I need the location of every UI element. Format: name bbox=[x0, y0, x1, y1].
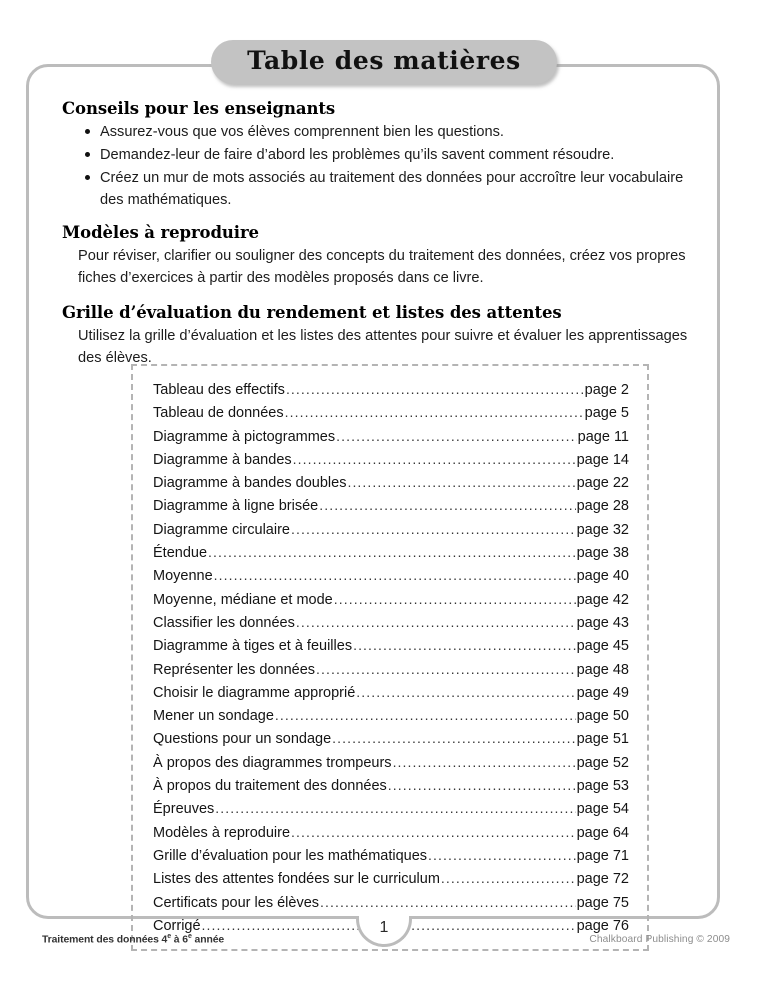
toc-dot-leader bbox=[320, 891, 576, 913]
toc-entry[interactable] bbox=[153, 658, 629, 681]
toc-entry-page: page 2 bbox=[584, 382, 629, 398]
toc-entry-page: page 45 bbox=[576, 638, 629, 655]
toc-entry-page: page 71 bbox=[576, 847, 629, 864]
main-content bbox=[62, 99, 702, 379]
toc-entry-title: Diagramme à pictogrammes bbox=[153, 428, 336, 445]
toc-entry-title: Questions pour un sondage bbox=[153, 731, 332, 748]
toc-entry-page: page 38 bbox=[576, 545, 629, 562]
list-item bbox=[62, 121, 702, 143]
toc-entry-page: page 48 bbox=[576, 661, 629, 678]
toc-entry-page: page 76 bbox=[576, 917, 629, 934]
toc-entry-title: Corrigé bbox=[153, 917, 201, 934]
toc-entry-title: Moyenne bbox=[153, 568, 213, 585]
bullet-icon bbox=[85, 129, 90, 134]
list-item-text: Assurez-vous que vos élèves comprennent bien les questions. bbox=[100, 124, 504, 140]
toc-dot-leader bbox=[291, 518, 576, 540]
toc-entry-title: Tableau de données bbox=[153, 405, 284, 422]
toc-dot-leader bbox=[332, 727, 575, 749]
toc-entry-page: page 51 bbox=[576, 731, 629, 748]
list-item-text: Demandez-leur de faire d’abord les problèmes qu’ils savent comment résoudre. bbox=[100, 147, 615, 163]
toc-entry-page: page 22 bbox=[576, 475, 629, 492]
teacher-tips-list bbox=[62, 121, 702, 211]
toc-dot-leader bbox=[356, 681, 575, 703]
toc-dot-leader bbox=[334, 588, 576, 610]
toc-entry[interactable] bbox=[153, 564, 629, 587]
section-body-modeles: Pour réviser, clarifier ou souligner des concepts du traitement des données, créez vos propres fiches d’exercices à partir des modèles proposés dans ce livre. bbox=[78, 248, 686, 286]
toc-dot-leader bbox=[286, 378, 584, 400]
toc-entry[interactable] bbox=[153, 541, 629, 564]
toc-dot-leader bbox=[353, 634, 576, 656]
toc-entry-page: page 52 bbox=[576, 754, 629, 771]
toc-entry-page: page 32 bbox=[576, 521, 629, 538]
list-item bbox=[62, 144, 702, 166]
list-item-text: Créez un mur de mots associés au traitement des données pour accroître leur vocabulaire des mathématiques. bbox=[100, 170, 684, 208]
toc-entry-page: page 42 bbox=[576, 591, 629, 608]
toc-entry-page: page 11 bbox=[577, 428, 629, 445]
bullet-icon bbox=[85, 152, 90, 157]
toc-entry[interactable] bbox=[153, 518, 629, 541]
toc-entry-title: Diagramme à tiges et à feuilles bbox=[153, 638, 353, 655]
toc-dot-leader bbox=[441, 867, 576, 889]
toc-entry-page: page 54 bbox=[576, 801, 629, 818]
toc-entry[interactable] bbox=[153, 704, 629, 727]
toc-entry-page: page 43 bbox=[576, 614, 629, 631]
toc-entry-title: Représenter les données bbox=[153, 661, 316, 678]
toc-entry[interactable] bbox=[153, 611, 629, 634]
page-title: Table des matières bbox=[247, 46, 521, 75]
page-title-pill bbox=[211, 40, 557, 84]
toc-entry-title: Diagramme circulaire bbox=[153, 521, 290, 538]
toc-dot-leader bbox=[208, 541, 576, 563]
toc-entry-title: À propos des diagrammes trompeurs bbox=[153, 754, 392, 771]
section-heading-grille: Grille d’évaluation du rendement et listes des attentes bbox=[62, 303, 562, 322]
toc-dot-leader bbox=[388, 774, 576, 796]
toc-entry[interactable] bbox=[153, 844, 629, 867]
toc-entry-title: Listes des attentes fondées sur le curriculum bbox=[153, 871, 440, 888]
list-item bbox=[62, 167, 702, 211]
toc-dot-leader bbox=[336, 425, 577, 447]
toc-entry-page: page 14 bbox=[576, 451, 629, 468]
toc-entry-title: Diagramme à bandes doubles bbox=[153, 475, 347, 492]
footer-copyright: Chalkboard Publishing © 2009 bbox=[589, 934, 730, 945]
toc-dot-leader bbox=[275, 704, 576, 726]
page-number: 1 bbox=[379, 919, 389, 936]
toc-entry[interactable] bbox=[153, 448, 629, 471]
toc-entry-page: page 50 bbox=[576, 708, 629, 725]
toc-entry-page: page 49 bbox=[576, 684, 629, 701]
section-body-grille: Utilisez la grille d’évaluation et les listes des attentes pour suivre et évaluer les apprentissages des élèves. bbox=[78, 328, 688, 366]
toc-entry[interactable] bbox=[153, 891, 629, 914]
toc-entry-title: Modèles à reproduire bbox=[153, 824, 291, 841]
toc-entry[interactable] bbox=[153, 774, 629, 797]
toc-dot-leader bbox=[393, 751, 576, 773]
section-heading-modeles: Modèles à reproduire bbox=[62, 223, 259, 242]
toc-entry[interactable] bbox=[153, 797, 629, 820]
toc-entry[interactable] bbox=[153, 471, 629, 494]
toc-entry-title: Diagramme à ligne brisée bbox=[153, 498, 319, 515]
toc-entry[interactable] bbox=[153, 727, 629, 750]
toc-dot-leader bbox=[296, 611, 576, 633]
toc-entry-title: Choisir le diagramme approprié bbox=[153, 684, 356, 701]
toc-entry-page: page 75 bbox=[576, 894, 629, 911]
toc-dot-leader bbox=[215, 797, 575, 819]
toc-entry-title: Grille d’évaluation pour les mathématiques bbox=[153, 847, 428, 864]
toc-entry[interactable] bbox=[153, 494, 629, 517]
bullet-icon bbox=[85, 175, 90, 180]
table-of-contents-box bbox=[131, 364, 649, 951]
toc-entry[interactable] bbox=[153, 425, 629, 448]
toc-entry[interactable] bbox=[153, 751, 629, 774]
toc-entry-title: Mener un sondage bbox=[153, 708, 274, 725]
section-heading-conseils: Conseils pour les enseignants bbox=[62, 99, 336, 118]
toc-entry[interactable] bbox=[153, 378, 629, 401]
toc-entry-title: À propos du traitement des données bbox=[153, 778, 387, 795]
toc-entry-page: page 64 bbox=[576, 824, 629, 841]
toc-dot-leader bbox=[293, 448, 576, 470]
toc-dot-leader bbox=[214, 564, 576, 586]
toc-entry[interactable] bbox=[153, 588, 629, 611]
footer-left-suffix: année bbox=[191, 934, 225, 946]
toc-entry-page: page 28 bbox=[576, 498, 629, 515]
toc-entry-title: Moyenne, médiane et mode bbox=[153, 591, 333, 608]
toc-entry[interactable] bbox=[153, 681, 629, 704]
toc-entry-title: Diagramme à bandes bbox=[153, 451, 292, 468]
footer-book-title bbox=[42, 933, 224, 945]
toc-entry-page: page 5 bbox=[584, 405, 629, 422]
toc-entry-title: Certificats pour les élèves bbox=[153, 894, 320, 911]
toc-entry[interactable] bbox=[153, 867, 629, 890]
toc-entry-page: page 53 bbox=[576, 778, 629, 795]
toc-entry-page: page 72 bbox=[576, 871, 629, 888]
toc-entry-title: Épreuves bbox=[153, 801, 215, 818]
toc-dot-leader bbox=[428, 844, 576, 866]
toc-entry[interactable] bbox=[153, 821, 629, 844]
toc-entry-page: page 40 bbox=[576, 568, 629, 585]
toc-entry-title: Classifier les données bbox=[153, 614, 295, 631]
footer-left-mid: à 6 bbox=[171, 934, 188, 946]
footer-left-sup-2: e bbox=[187, 933, 192, 940]
toc-dot-leader bbox=[319, 494, 575, 516]
toc-dot-leader bbox=[347, 471, 575, 493]
toc-entry[interactable] bbox=[153, 634, 629, 657]
footer-left-sup-1: e bbox=[167, 933, 172, 940]
toc-dot-leader bbox=[316, 658, 576, 680]
page-title-container bbox=[0, 40, 768, 84]
toc-dot-leader bbox=[291, 821, 576, 843]
footer-left-prefix: Traitement des données 4 bbox=[42, 934, 168, 946]
toc-dot-leader bbox=[285, 401, 584, 423]
toc-entry[interactable] bbox=[153, 401, 629, 424]
toc-entry-title: Tableau des effectifs bbox=[153, 382, 285, 398]
toc-entry-title: Étendue bbox=[153, 545, 208, 562]
